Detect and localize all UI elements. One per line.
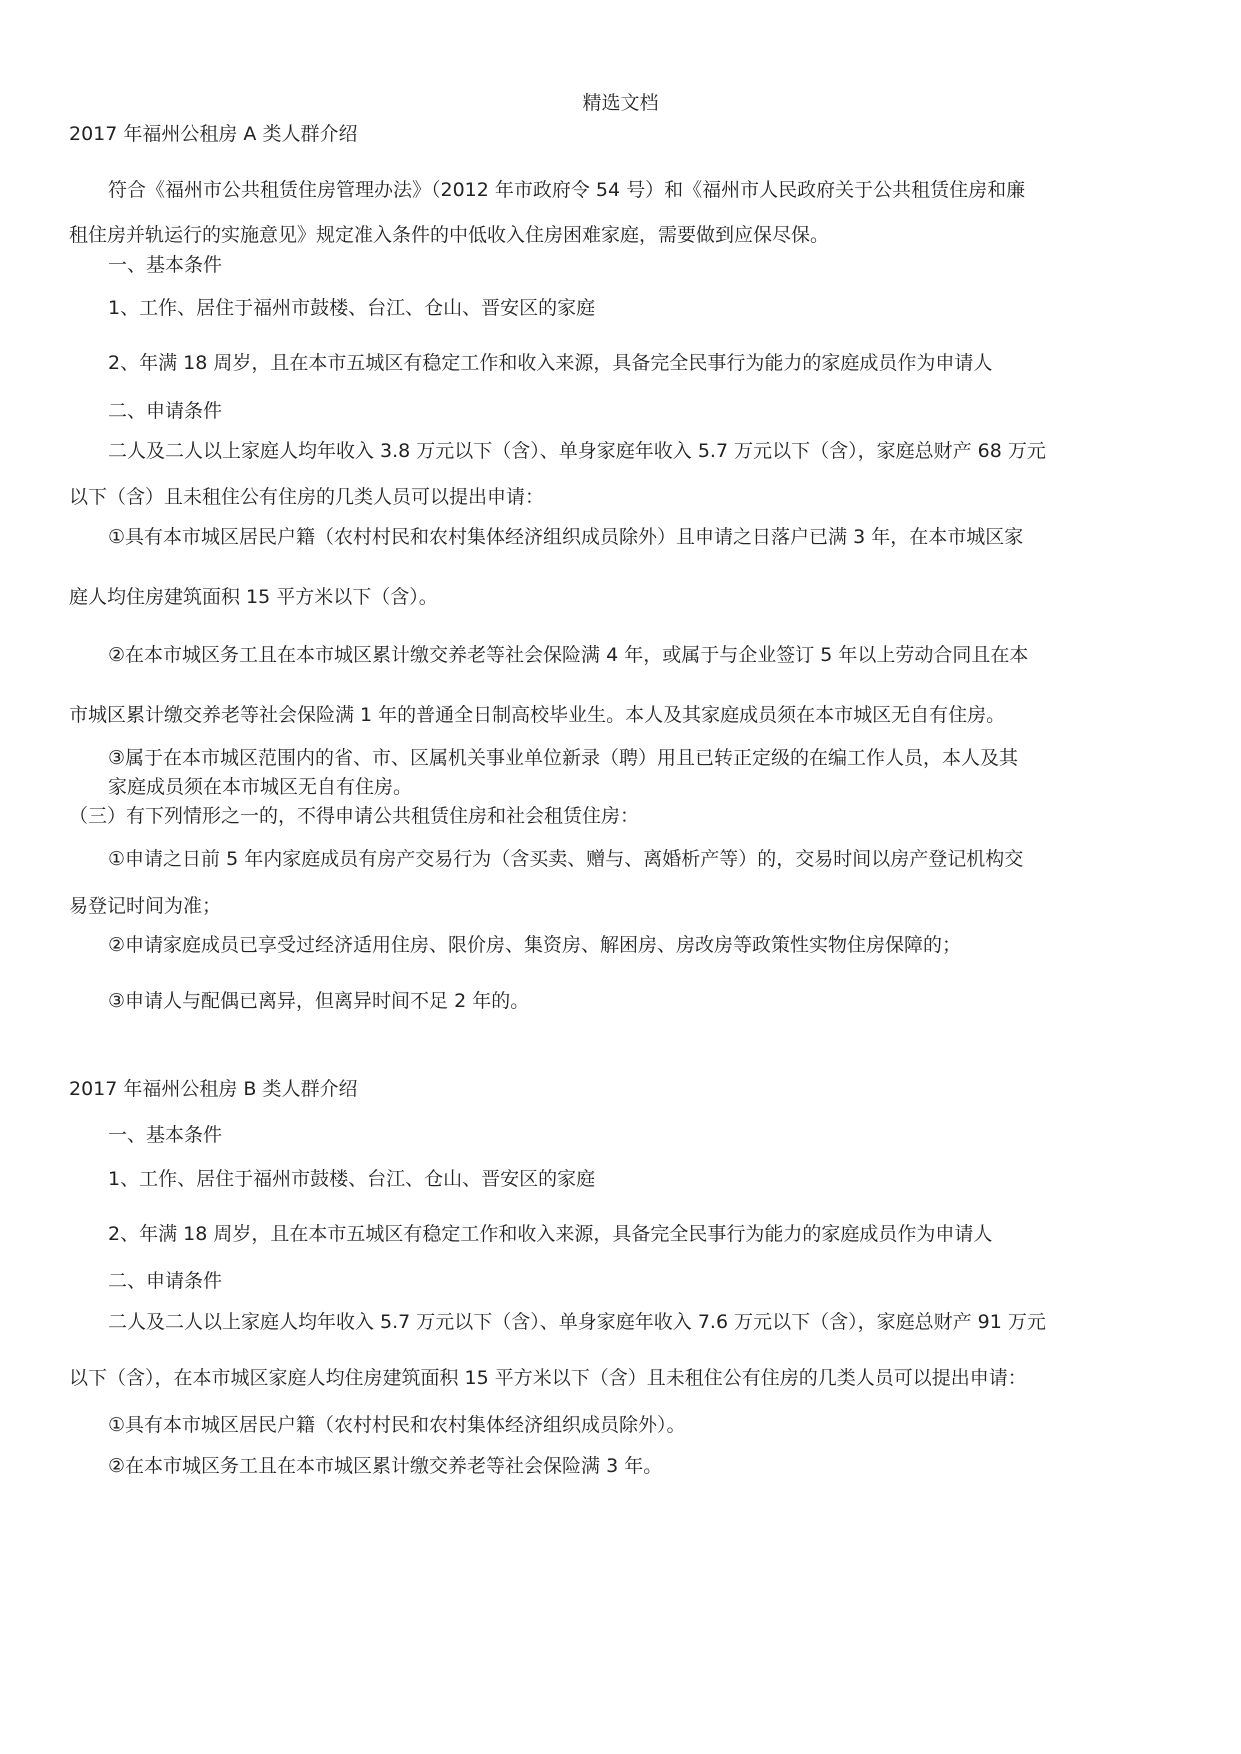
section-b-title: 2017 年福州公租房 B 类人群介绍 <box>69 1078 358 1100</box>
section-a-item3-line1: ③属于在本市城区范围内的省、市、区属机关事业单位新录（聘）用且已转正定级的在编工作人员，本人及其 <box>108 747 1019 769</box>
section-a-apply-line2: 以下（含）且未租住公有住房的几类人员可以提出申请： <box>69 486 545 508</box>
section-a-apply-line1: 二人及二人以上家庭人均年收入 3.8 万元以下（含）、单身家庭年收入 5.7 万元以下（含），家庭总财产 68 万元 <box>108 440 1046 462</box>
section-b-basic-1: 1、工作、居住于福州市鼓楼、台江、仓山、晋安区的家庭 <box>108 1168 596 1190</box>
section-a-exclusion-3: ③申请人与配偶已离异，但离异时间不足 2 年的。 <box>108 990 530 1012</box>
section-a-intro-line1: 符合《福州市公共租赁住房管理办法》（2012 年市政府令 54 号）和《福州市人民政府关于公共租赁住房和廉 <box>108 179 1026 201</box>
section-b-item1: ①具有本市城区居民户籍（农村村民和农村集体经济组织成员除外）。 <box>108 1414 686 1436</box>
section-b-apply-heading: 二、申请条件 <box>108 1270 223 1292</box>
section-a-item1-line2: 庭人均住房建筑面积 15 平方米以下（含）。 <box>69 586 438 608</box>
section-a-exclusion-2: ②申请家庭成员已享受过经济适用住房、限价房、集资房、解困房、房改房等政策性实物住房保障的； <box>108 934 962 956</box>
section-b-basic-2: 2、年满 18 周岁，且在本市五城区有稳定工作和收入来源，具备完全民事行为能力的家庭成员作为申请人 <box>108 1223 993 1245</box>
section-a-item2-line2: 市城区累计缴交养老等社会保险满 1 年的普通全日制高校毕业生。本人及其家庭成员须在本市城区无自有住房。 <box>69 704 1006 726</box>
section-a-basic-heading: 一、基本条件 <box>108 254 223 276</box>
section-a-intro-line2: 租住房并轨运行的实施意见》规定准入条件的中低收入住房困难家庭，需要做到应保尽保。 <box>69 224 830 246</box>
section-a-exclusion-1-line1: ①申请之日前 5 年内家庭成员有房产交易行为（含买卖、赠与、离婚析产等）的，交易时间以房产登记机构交 <box>108 848 1024 870</box>
section-a-item3-line2: 家庭成员须在本市城区无自有住房。 <box>108 776 413 798</box>
section-b-apply-line1: 二人及二人以上家庭人均年收入 5.7 万元以下（含）、单身家庭年收入 7.6 万元以下（含），家庭总财产 91 万元 <box>108 1311 1046 1333</box>
section-b-item2: ②在本市城区务工且在本市城区累计缴交养老等社会保险满 3 年。 <box>108 1455 663 1477</box>
section-a-item2-line1: ②在本市城区务工且在本市城区累计缴交养老等社会保险满 4 年，或属于与企业签订 5 年以上劳动合同且在本 <box>108 644 1029 666</box>
section-a-exclusion-1-line2: 易登记时间为准； <box>69 895 222 917</box>
section-a-item1-line1: ①具有本市城区居民户籍（农村村民和农村集体经济组织成员除外）且申请之日落户已满 3 年，在本市城区家 <box>108 526 1024 548</box>
section-a-basic-1: 1、工作、居住于福州市鼓楼、台江、仓山、晋安区的家庭 <box>108 297 596 319</box>
section-a-basic-2: 2、年满 18 周岁，且在本市五城区有稳定工作和收入来源，具备完全民事行为能力的家庭成员作为申请人 <box>108 352 993 374</box>
section-b-basic-heading: 一、基本条件 <box>108 1124 223 1146</box>
section-a-exclusion-heading: （三）有下列情形之一的，不得申请公共租赁住房和社会租赁住房： <box>69 805 640 827</box>
section-b-apply-line2: 以下（含），在本市城区家庭人均住房建筑面积 15 平方米以下（含）且未租住公有住房的几类人员可以提出申请： <box>69 1367 1027 1389</box>
page-header: 精选文档 <box>582 92 659 114</box>
section-a-apply-heading: 二、申请条件 <box>108 400 223 422</box>
section-a-title: 2017 年福州公租房 A 类人群介绍 <box>69 123 358 145</box>
